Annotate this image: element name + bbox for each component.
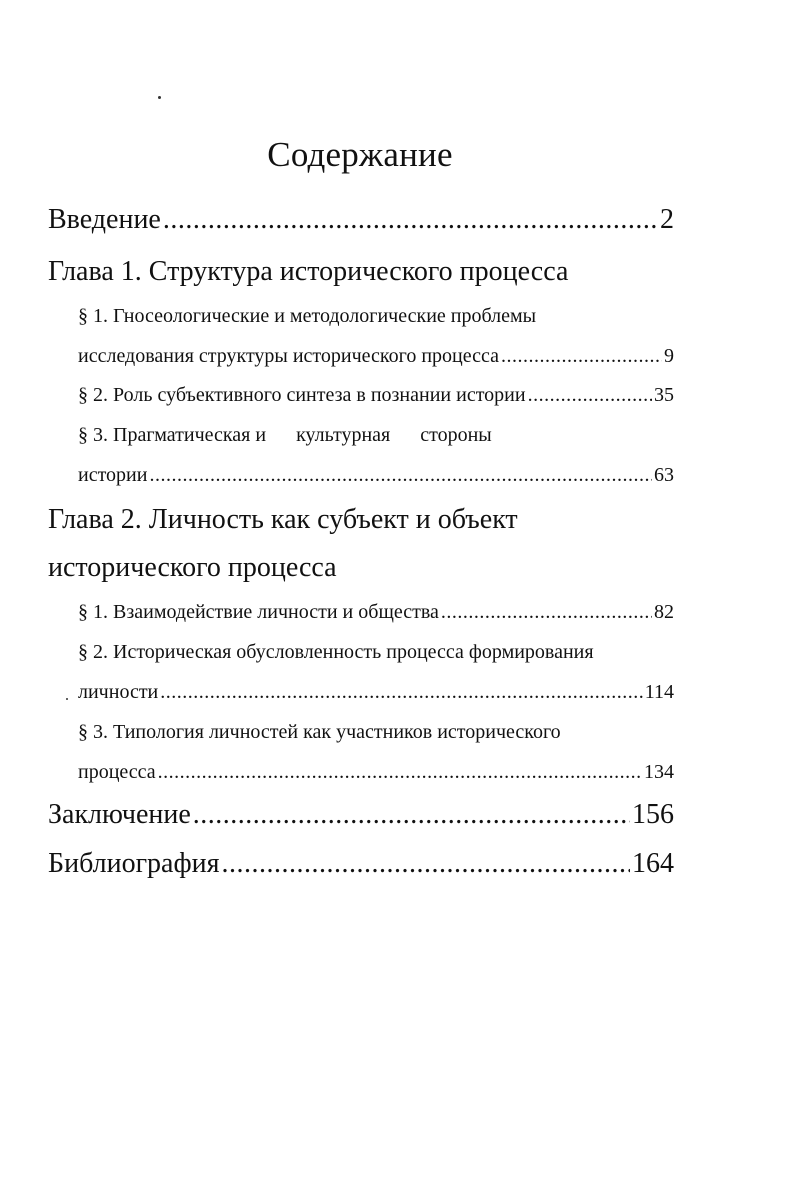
toc-entry-label: истории: [78, 464, 148, 486]
toc-page-number: 35: [654, 384, 674, 406]
chapter-heading[interactable]: Глава 2. Личность как субъект и объект: [48, 504, 518, 535]
toc-page-number: 2: [660, 204, 674, 235]
dot-leader: [158, 758, 642, 786]
toc-entry-label: Заключение: [48, 799, 191, 830]
toc-entry-section[interactable]: [78, 342, 674, 370]
dot-leader: [222, 846, 631, 882]
toc-page-number: 134: [644, 761, 674, 783]
toc-section-line[interactable]: § 2. Историческая обусловленность процесса формирования: [78, 641, 594, 663]
chapter-heading[interactable]: Глава 1. Структура исторического процесса: [48, 256, 569, 287]
toc-entry-section[interactable]: [78, 678, 674, 706]
page-title: Содержание: [267, 135, 453, 174]
toc-section-line[interactable]: § 1. Гносеологические и методологические проблемы: [78, 305, 537, 327]
toc-page-number: 156: [632, 799, 674, 830]
toc-entry-section[interactable]: [78, 381, 674, 409]
toc-entry-section[interactable]: [78, 461, 674, 489]
toc-entry-label: процесса: [78, 761, 156, 783]
toc-entry-label: личности: [78, 681, 159, 703]
dot-leader: [163, 202, 658, 238]
toc-page-number: 82: [654, 601, 674, 623]
dot-leader: [149, 461, 652, 489]
toc-page-number: 114: [644, 681, 674, 703]
toc-entry-bibliography[interactable]: [48, 846, 674, 882]
toc-entry-label: Введение: [48, 204, 161, 235]
dot-leader: [528, 381, 652, 409]
toc-entry-conclusion[interactable]: [48, 797, 674, 833]
toc-page-number: 63: [654, 464, 674, 486]
toc-entry-section[interactable]: [78, 598, 674, 626]
toc-page-number: 9: [664, 345, 674, 367]
dot-leader: [501, 342, 662, 370]
toc-section-line[interactable]: § 3. Прагматическая и культурная стороны: [78, 424, 492, 446]
toc-entry-label: исследования структуры исторического процесса: [78, 345, 499, 367]
chapter-heading-continued[interactable]: исторического процесса: [48, 552, 337, 583]
toc-entry-intro[interactable]: [48, 202, 674, 238]
toc-page-number: 164: [632, 848, 674, 879]
toc-entry-label: Библиография: [48, 848, 220, 879]
toc-entry-label: § 1. Взаимодействие личности и общества: [78, 601, 439, 623]
scan-speck: [66, 698, 68, 700]
toc-section-line[interactable]: § 3. Типология личностей как участников исторического: [78, 721, 561, 743]
toc-entry-section[interactable]: [78, 758, 674, 786]
dot-leader: [441, 598, 652, 626]
toc-entry-label: § 2. Роль субъективного синтеза в познании истории: [78, 384, 526, 406]
scan-speck: [158, 96, 161, 99]
dot-leader: [160, 678, 642, 706]
dot-leader: [193, 797, 630, 833]
